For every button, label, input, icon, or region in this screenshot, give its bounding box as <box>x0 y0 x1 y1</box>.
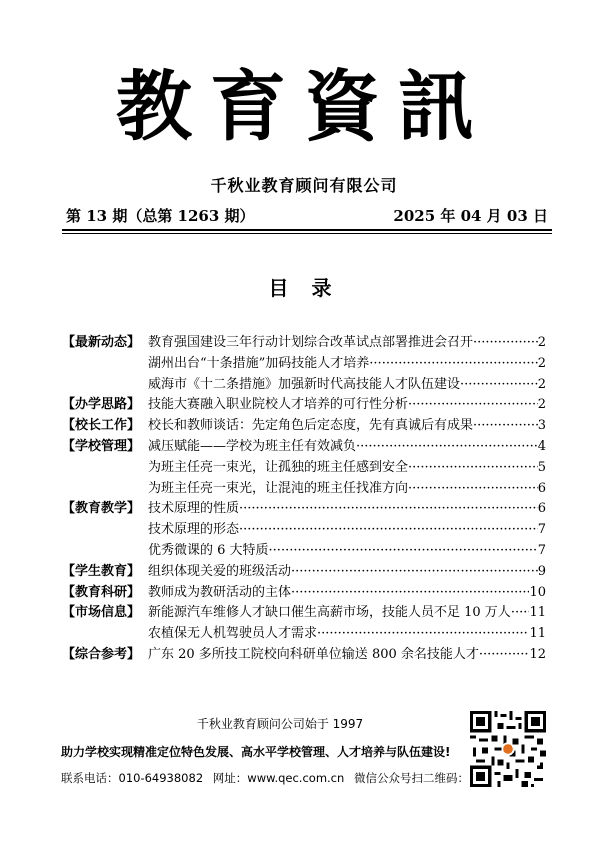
toc-category: 【综合参考】 <box>62 646 141 662</box>
toc-entry[interactable] <box>62 395 546 416</box>
toc-entry-line <box>148 354 546 374</box>
toc-entry[interactable] <box>62 520 546 541</box>
toc-page-number: 11 <box>529 626 546 642</box>
toc-entry-title: 威海市《十二条措施》加强新时代高技能人才队伍建设 <box>148 376 461 392</box>
toc-leader-dots <box>317 624 529 644</box>
toc-category: 【学生教育】 <box>62 563 141 579</box>
toc-page-number: 7 <box>537 542 546 558</box>
toc-entry[interactable] <box>62 541 546 562</box>
toc-page-number: 6 <box>537 480 546 496</box>
toc-page-number: 7 <box>537 522 546 538</box>
toc-entry-title: 组织体现关爱的班级活动 <box>148 563 292 579</box>
toc-entry-title: 减压赋能——学校为班主任有效减负 <box>148 438 357 454</box>
toc-entry[interactable] <box>62 416 546 437</box>
toc-entry-title: 教师成为教研活动的主体 <box>148 584 292 600</box>
toc-entry-title: 优秀微课的 6 大特质 <box>148 542 269 558</box>
issue-date: 2025 年 04 月 03 日 <box>393 207 548 225</box>
toc-entry-line <box>148 375 546 395</box>
toc-leader-dots <box>473 416 538 436</box>
toc-leader-dots <box>291 562 538 582</box>
toc-leader-dots <box>291 583 529 603</box>
toc-title: 目 录 <box>268 276 340 300</box>
toc-entry-title: 教育强国建设三年行动计划综合改革试点部署推进会召开 <box>148 335 474 350</box>
toc-entry-line <box>148 416 546 436</box>
toc-category: 【办学思路】 <box>62 397 141 413</box>
toc-page-number: 4 <box>537 438 546 454</box>
toc-page-number: 2 <box>537 397 546 413</box>
toc-leader-dots <box>269 541 538 561</box>
toc-entry[interactable] <box>62 354 546 375</box>
toc-page-number: 11 <box>529 605 546 621</box>
header-rule-thick <box>62 229 552 231</box>
toc-page-number: 2 <box>537 335 546 350</box>
footer-website[interactable]: 网址：www.qec.com.cn <box>212 771 345 785</box>
toc-entry-title: 新能源汽车维修人才缺口催生高薪市场，技能人员不足 10 万人 <box>148 605 511 621</box>
toc-page-number: 5 <box>537 459 546 475</box>
footer-contact <box>61 770 475 786</box>
toc-entry[interactable] <box>62 375 546 396</box>
toc-entry[interactable] <box>62 603 546 624</box>
footer-since: 千秋业教育顾问公司始于 1997 <box>196 717 364 731</box>
toc-entry-title: 为班主任亮一束光，让孤独的班主任感到安全 <box>148 459 409 475</box>
toc-entry[interactable] <box>62 458 546 479</box>
qr-code-icon <box>470 711 546 787</box>
toc-entry[interactable] <box>62 562 546 583</box>
toc-entry[interactable] <box>62 624 546 645</box>
toc-entry[interactable] <box>62 499 546 520</box>
footer-phone: 联系电话：010-64938082 <box>61 771 204 785</box>
table-of-contents <box>62 333 546 666</box>
toc-entry[interactable] <box>62 645 546 666</box>
toc-leader-dots <box>479 645 530 665</box>
toc-leader-dots <box>369 354 537 374</box>
toc-entry-line <box>148 499 546 519</box>
toc-category: 【教育教学】 <box>62 501 141 517</box>
toc-entry-line <box>148 437 546 457</box>
toc-entry-line <box>148 645 546 665</box>
masthead-title: 教育資訊 <box>116 62 492 151</box>
toc-entry-title: 为班主任亮一束光，让混沌的班主任找准方向 <box>148 480 409 496</box>
toc-entry[interactable] <box>62 437 546 458</box>
toc-leader-dots <box>511 603 530 623</box>
toc-page-number: 2 <box>537 355 546 371</box>
toc-entry-title: 技能大赛融入职业院校人才培养的可行性分析 <box>148 397 409 413</box>
toc-entry-line <box>148 479 546 499</box>
footer-slogan: 助力学校实现精准定位特色发展、高水平学校管理、人才培养与队伍建设! <box>61 745 451 759</box>
toc-page-number: 3 <box>537 418 546 434</box>
toc-leader-dots <box>408 395 538 415</box>
header-rule-thin <box>62 233 552 234</box>
toc-entry-line <box>148 583 546 603</box>
issue-info <box>66 205 548 227</box>
toc-page-number: 9 <box>537 563 546 579</box>
toc-entry-title: 校长和教师谈话：先定角色后定态度，先有真诚后有成果 <box>148 418 474 434</box>
toc-entry-title: 农植保无人机驾驶员人才需求 <box>148 626 318 642</box>
toc-entry[interactable] <box>62 333 546 354</box>
toc-entry-title: 湖州出台“十条措施”加码技能人才培养 <box>148 355 370 371</box>
toc-entry-line <box>148 458 546 478</box>
toc-entry-line <box>148 333 546 353</box>
toc-entry-line <box>148 624 546 644</box>
toc-category: 【校长工作】 <box>62 418 141 434</box>
toc-entry-title: 技术原理的形态 <box>148 522 240 538</box>
toc-entry-line <box>148 520 546 540</box>
toc-entry[interactable] <box>62 583 546 604</box>
company-name: 千秋业教育顾问有限公司 <box>210 176 398 195</box>
toc-page-number: 6 <box>537 501 546 517</box>
toc-entry-title: 技术原理的性质 <box>148 501 240 517</box>
toc-category: 【市场信息】 <box>62 605 141 621</box>
toc-leader-dots <box>408 479 538 499</box>
toc-category: 【学校管理】 <box>62 438 141 454</box>
toc-leader-dots <box>356 437 538 457</box>
toc-category: 【最新动态】 <box>62 335 141 350</box>
toc-leader-dots <box>460 375 538 395</box>
toc-entry-line <box>148 395 546 415</box>
toc-leader-dots <box>239 520 538 540</box>
toc-entry-line <box>148 541 546 561</box>
toc-entry-line <box>148 603 546 623</box>
toc-entry[interactable] <box>62 479 546 500</box>
toc-page-number: 2 <box>537 376 546 392</box>
issue-number: 第 13 期（总第 1263 期） <box>66 207 255 225</box>
toc-category: 【教育科研】 <box>62 584 141 600</box>
toc-page-number: 10 <box>529 584 546 600</box>
toc-page-number: 12 <box>529 646 546 662</box>
toc-leader-dots <box>408 458 538 478</box>
toc-leader-dots <box>239 499 538 519</box>
toc-entry-title: 广东 20 多所技工院校向科研单位输送 800 余名技能人才 <box>148 646 479 662</box>
footer-wechat: 微信公众号扫二维码： <box>353 771 469 785</box>
toc-entry-line <box>148 562 546 582</box>
toc-leader-dots <box>473 333 538 353</box>
